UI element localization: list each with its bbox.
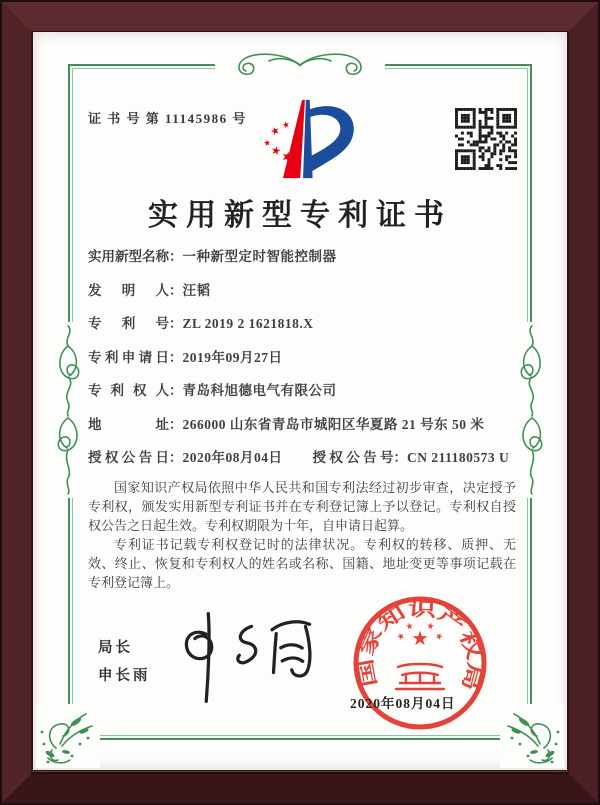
- field-value: 2020年08月04日: [182, 450, 283, 465]
- field-label: 实用新型名称: [88, 249, 169, 264]
- svg-text:★: ★: [278, 148, 295, 167]
- border-ornament-bottom-left-icon: [36, 704, 100, 768]
- svg-text:★: ★: [425, 621, 436, 633]
- field-value: 一种新型定时智能控制器: [182, 249, 337, 264]
- signer-name: 申长雨: [98, 668, 151, 684]
- field-row-patentee: 专利权人：青岛科旭德电气有限公司: [88, 383, 337, 398]
- signer-title: 局长: [98, 640, 133, 656]
- field-row-filing-date: 专利申请日：2019年09月27日: [88, 349, 283, 365]
- legal-paragraph: 专利证书记载专利权登记时的法律状况。专利权的转移、质押、无效、终止、恢复和专利权人的姓名或名称、国籍、地址变更等事项记载在专利登记簿上。: [88, 537, 516, 590]
- border-ornament-bottom-right-icon: [500, 704, 564, 768]
- field-label: 授权公告号: [312, 450, 394, 465]
- certificate-number: 证 书 号 第 11145986 号: [88, 111, 247, 126]
- svg-text:★: ★: [281, 119, 292, 132]
- field-label: 发明人: [88, 282, 169, 298]
- official-seal: [338, 583, 502, 747]
- field-label: 专利号: [88, 316, 169, 331]
- qr-code: [455, 108, 517, 170]
- director-signature: [175, 600, 325, 712]
- svg-text:★: ★: [404, 621, 415, 633]
- legal-paragraph: 国家知识产权局依照中华人民共和国专利法经过初步审查，决定授予专利权，颁发实用新型专利证书并在专利登记簿上予以登记。专利权自授权公告之日起生效。专利权期限为十年，自申请日起算。: [88, 480, 516, 533]
- svg-text:★: ★: [262, 138, 273, 150]
- certificate-title: 实用新型专利证书: [148, 199, 452, 232]
- border-ornament-left-icon: [55, 322, 81, 498]
- field-value: 青岛科旭德电气有限公司: [182, 383, 337, 398]
- field-value: 2019年09月27日: [182, 349, 283, 365]
- field-value: 266000 山东省青岛市城阳区华夏路 21 号东 50 米: [182, 416, 485, 432]
- field-value: ZL 2019 2 1621818.X: [182, 316, 314, 331]
- field-row-address: 地址：266000 山东省青岛市城阳区华夏路 21 号东 50 米: [88, 416, 485, 432]
- field-label: 专利申请日: [88, 349, 169, 365]
- cnipa-logo-icon: [250, 96, 358, 182]
- field-row-grant: 授权公告日：2020年08月04日 授权公告号：CN 211180573 U: [88, 450, 510, 465]
- field-row-name: 实用新型名称：一种新型定时智能控制器: [88, 249, 337, 264]
- border-ornament-top-icon: [215, 51, 385, 77]
- svg-text:★: ★: [268, 124, 282, 139]
- certificate-paper: [33, 32, 567, 770]
- field-label: 专利权人: [88, 383, 169, 398]
- svg-text:★: ★: [269, 142, 283, 159]
- seal-ring-text: 国家知识产权局: [356, 599, 485, 689]
- svg-text:★: ★: [433, 630, 445, 644]
- field-row-inventor: 发明人：汪韬: [88, 282, 211, 298]
- field-value: 汪韬: [182, 282, 211, 298]
- certificate-fields: [88, 250, 528, 465]
- national-emblem-icon: [395, 621, 444, 650]
- field-row-patent-no: 专利号：ZL 2019 2 1621818.X: [88, 316, 314, 331]
- svg-text:★: ★: [411, 626, 429, 650]
- svg-text:★: ★: [395, 630, 407, 644]
- field-label: 授权公告日: [88, 450, 169, 465]
- seal-date: 2020年08月04日: [350, 696, 456, 711]
- field-label: 地址: [88, 416, 169, 432]
- field-value: CN 211180573 U: [407, 450, 510, 465]
- legal-text: [88, 478, 516, 592]
